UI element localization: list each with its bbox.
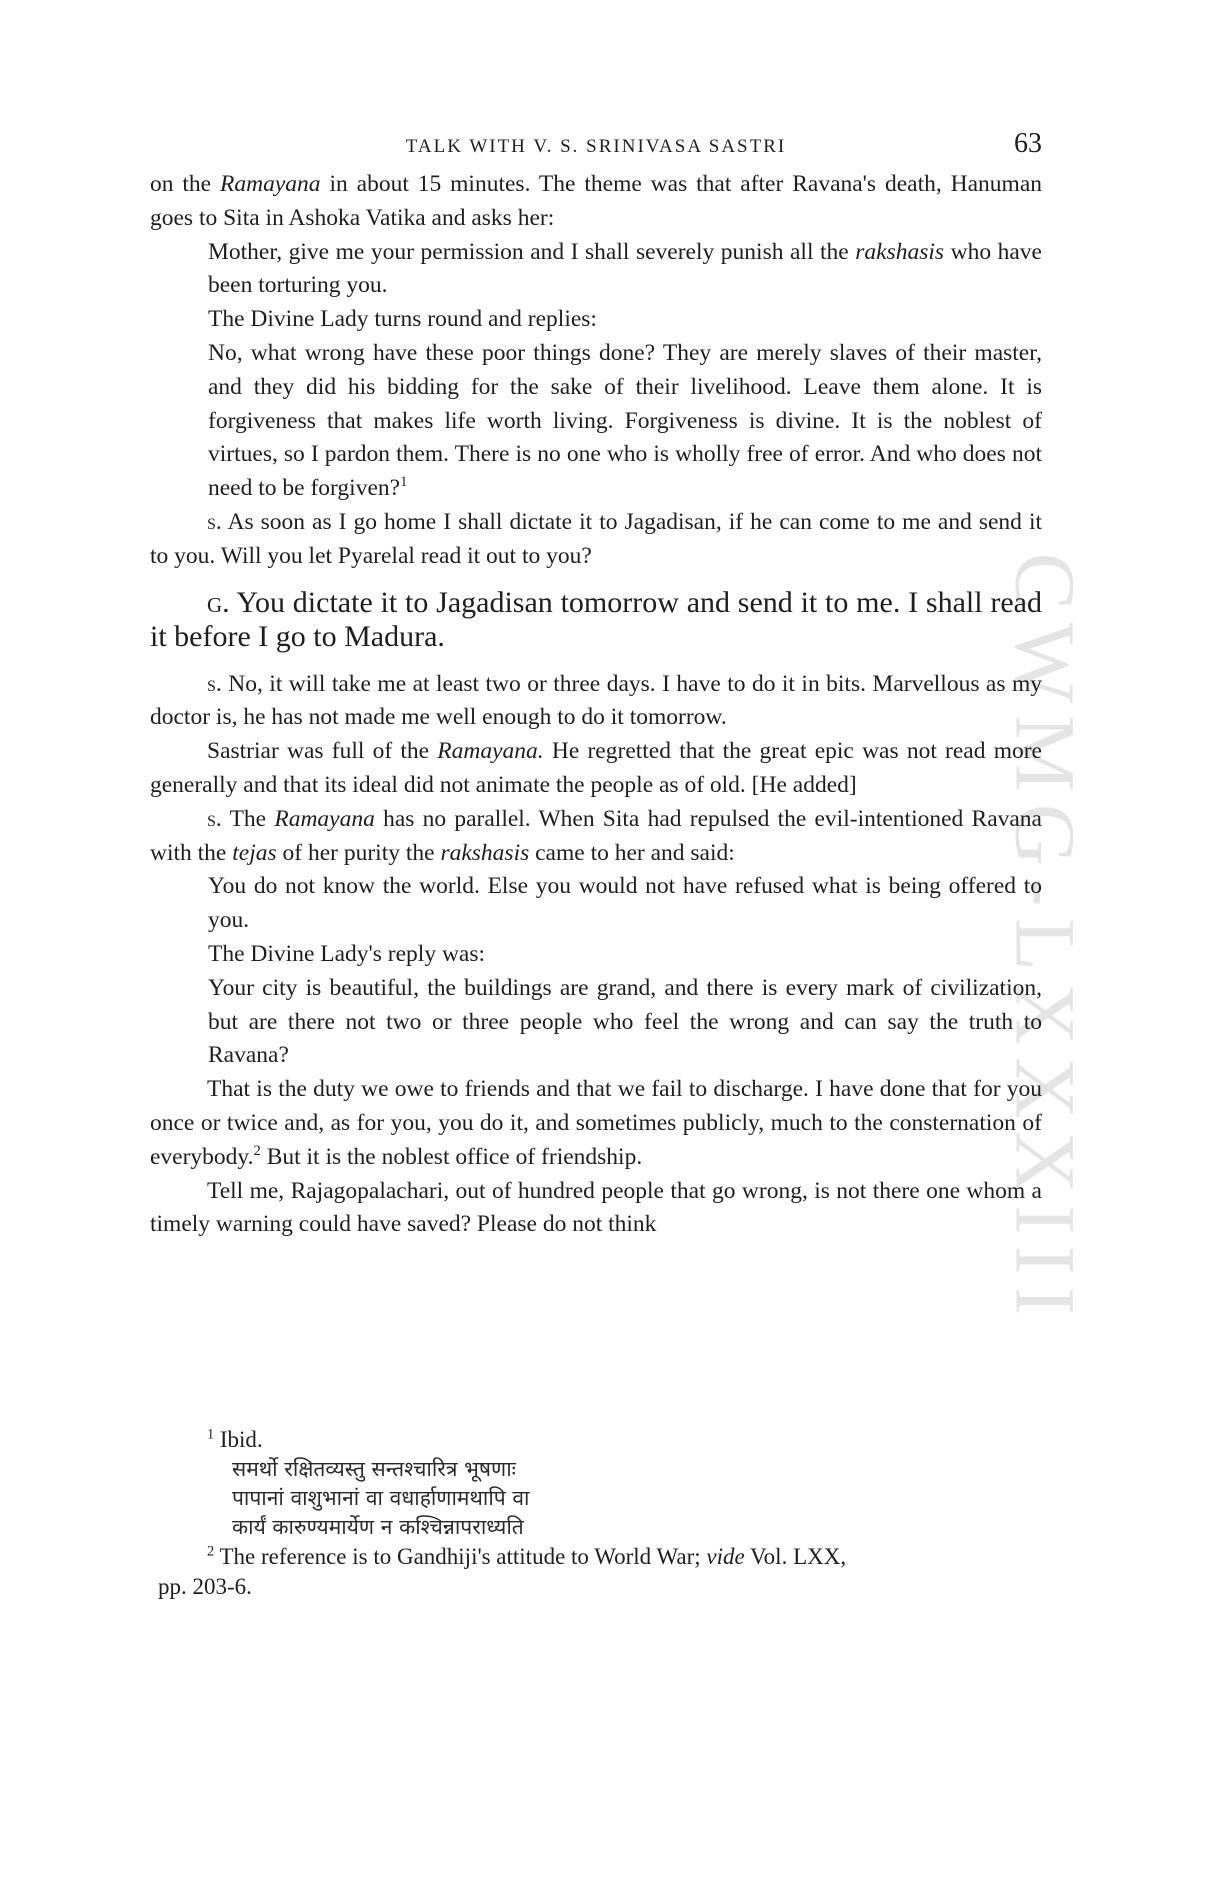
paragraph — [150, 668, 1042, 736]
page — [150, 128, 1042, 1242]
speaker-label: g. — [207, 585, 230, 619]
footnote-1 — [150, 1425, 1042, 1455]
text: Sastriar was full of the — [207, 738, 438, 765]
text: has no parallel. When Sita had repulsed the evil-intentioned Ravana with the — [150, 805, 1042, 866]
block-quote: You do not know the world. Else you would not have refused what is being offered to you. — [208, 873, 1042, 934]
speaker-label: s. — [207, 508, 222, 535]
footnote-text: Vol. LXX, — [744, 1544, 847, 1569]
paragraph-gandhi — [150, 586, 1042, 654]
italic-text: Ramayana — [274, 805, 375, 832]
page-number: 63 — [1014, 128, 1042, 159]
footnotes — [150, 1425, 1042, 1602]
paragraph — [150, 506, 1042, 574]
running-title: TALK WITH V. S. SRINIVASA SASTRI — [405, 136, 787, 157]
text: of her purity the — [276, 839, 441, 866]
text: The — [221, 805, 275, 832]
footnote-marker: 1 — [400, 474, 408, 491]
watermark: CWMG-LXXXIII — [997, 552, 1094, 1328]
sanskrit-verse-line: समर्थो रक्षितव्यस्तु सन्तश्चारित्र भूषणाः — [232, 1457, 516, 1481]
italic-text: Ramayana. — [437, 738, 544, 765]
italic-text: rakshasis — [440, 839, 530, 866]
speaker-label: s. — [207, 805, 222, 832]
paragraph — [150, 168, 1042, 236]
text: As soon as I go home I shall dictate it to Jagadisan, if he can come to me and send it to you. Will you let Pyarelal read it out to you? — [150, 508, 1042, 569]
text: in about 15 minutes. The theme was that after Ravana's death, Hanuman goes to Sita in Ashoka Vatika and asks her: — [150, 171, 1042, 231]
footnote-text: The reference is to Gandhiji's attitude to World War; — [214, 1544, 707, 1569]
block-quote: Your city is beautiful, the buildings are grand, and there is every mark of civilization, but are there not two or three people who feel the wrong and can say the truth to Ravana? — [208, 974, 1042, 1069]
paragraph — [150, 735, 1042, 803]
paragraph — [150, 1073, 1042, 1174]
text: No, what wrong have these poor things done? They are merely slaves of their master, and they did his bidding for the sake of their livelihood. Leave them alone. It is forgiveness that makes life worth living. Forgiveness is divine. It is the noblest of virtues, so I pardon them. There is no one who is wholly free of error. And who does not need to be forgiven? — [208, 339, 1042, 502]
italic-text: vide — [706, 1544, 745, 1569]
body-text — [150, 168, 1042, 1242]
paragraph — [150, 803, 1042, 871]
italic-text: rakshasis — [855, 238, 945, 265]
footnote-number: 2 — [207, 1543, 215, 1560]
text: But it is the noblest office of friendship. — [260, 1143, 643, 1170]
text: No, it will take me at least two or three days. I have to do it in bits. Marvellous as my doctor is, he has not made me well enough to do it tomorrow. — [150, 670, 1042, 731]
block-quote: The Divine Lady turns round and replies: — [208, 306, 597, 333]
footnote-2 — [150, 1542, 1042, 1572]
block-quote — [208, 236, 1042, 304]
text: came to her and said: — [529, 839, 735, 866]
text: Mother, give me your permission and I shall severely punish all the — [208, 238, 856, 265]
sanskrit-verse-line: कार्यं कारुण्यमार्येण न कश्चिन्नापराध्यति — [232, 1515, 524, 1539]
speaker-label: s. — [207, 670, 222, 697]
text: who have been torturing you. — [208, 238, 1042, 299]
text: on the — [150, 171, 221, 197]
text: You dictate it to Jagadisan tomorrow and send it to me. I shall read it before I go to Madura. — [150, 585, 1042, 653]
paragraph: Tell me, Rajagopalachari, out of hundred people that go wrong, is not there one whom a timely warning could have saved? Please do not think — [150, 1177, 1042, 1238]
italic-text: Ramayana — [220, 171, 321, 197]
footnote-number: 1 — [207, 1426, 215, 1443]
block-quote: The Divine Lady's reply was: — [208, 940, 486, 967]
italic-text: tejas — [232, 839, 277, 866]
text: That is the duty we owe to friends and that we fail to discharge. I have done that for you once or twice and, as for you, you do it, and sometimes publicly, much to the consternation of everybody. — [150, 1076, 1042, 1170]
footnote-2-continued: pp. 203-6. — [158, 1574, 252, 1599]
text: He regretted that the great epic was not read more generally and that its ideal did not animate the people as of old. [He added] — [150, 738, 1042, 798]
footnote-text: Ibid. — [214, 1427, 263, 1452]
footnote-marker: 2 — [253, 1142, 261, 1159]
running-head — [150, 128, 1042, 168]
sanskrit-verse-line: पापानां वाशुभानां वा वधार्हाणामथापि वा — [232, 1486, 530, 1510]
block-quote — [208, 337, 1042, 506]
